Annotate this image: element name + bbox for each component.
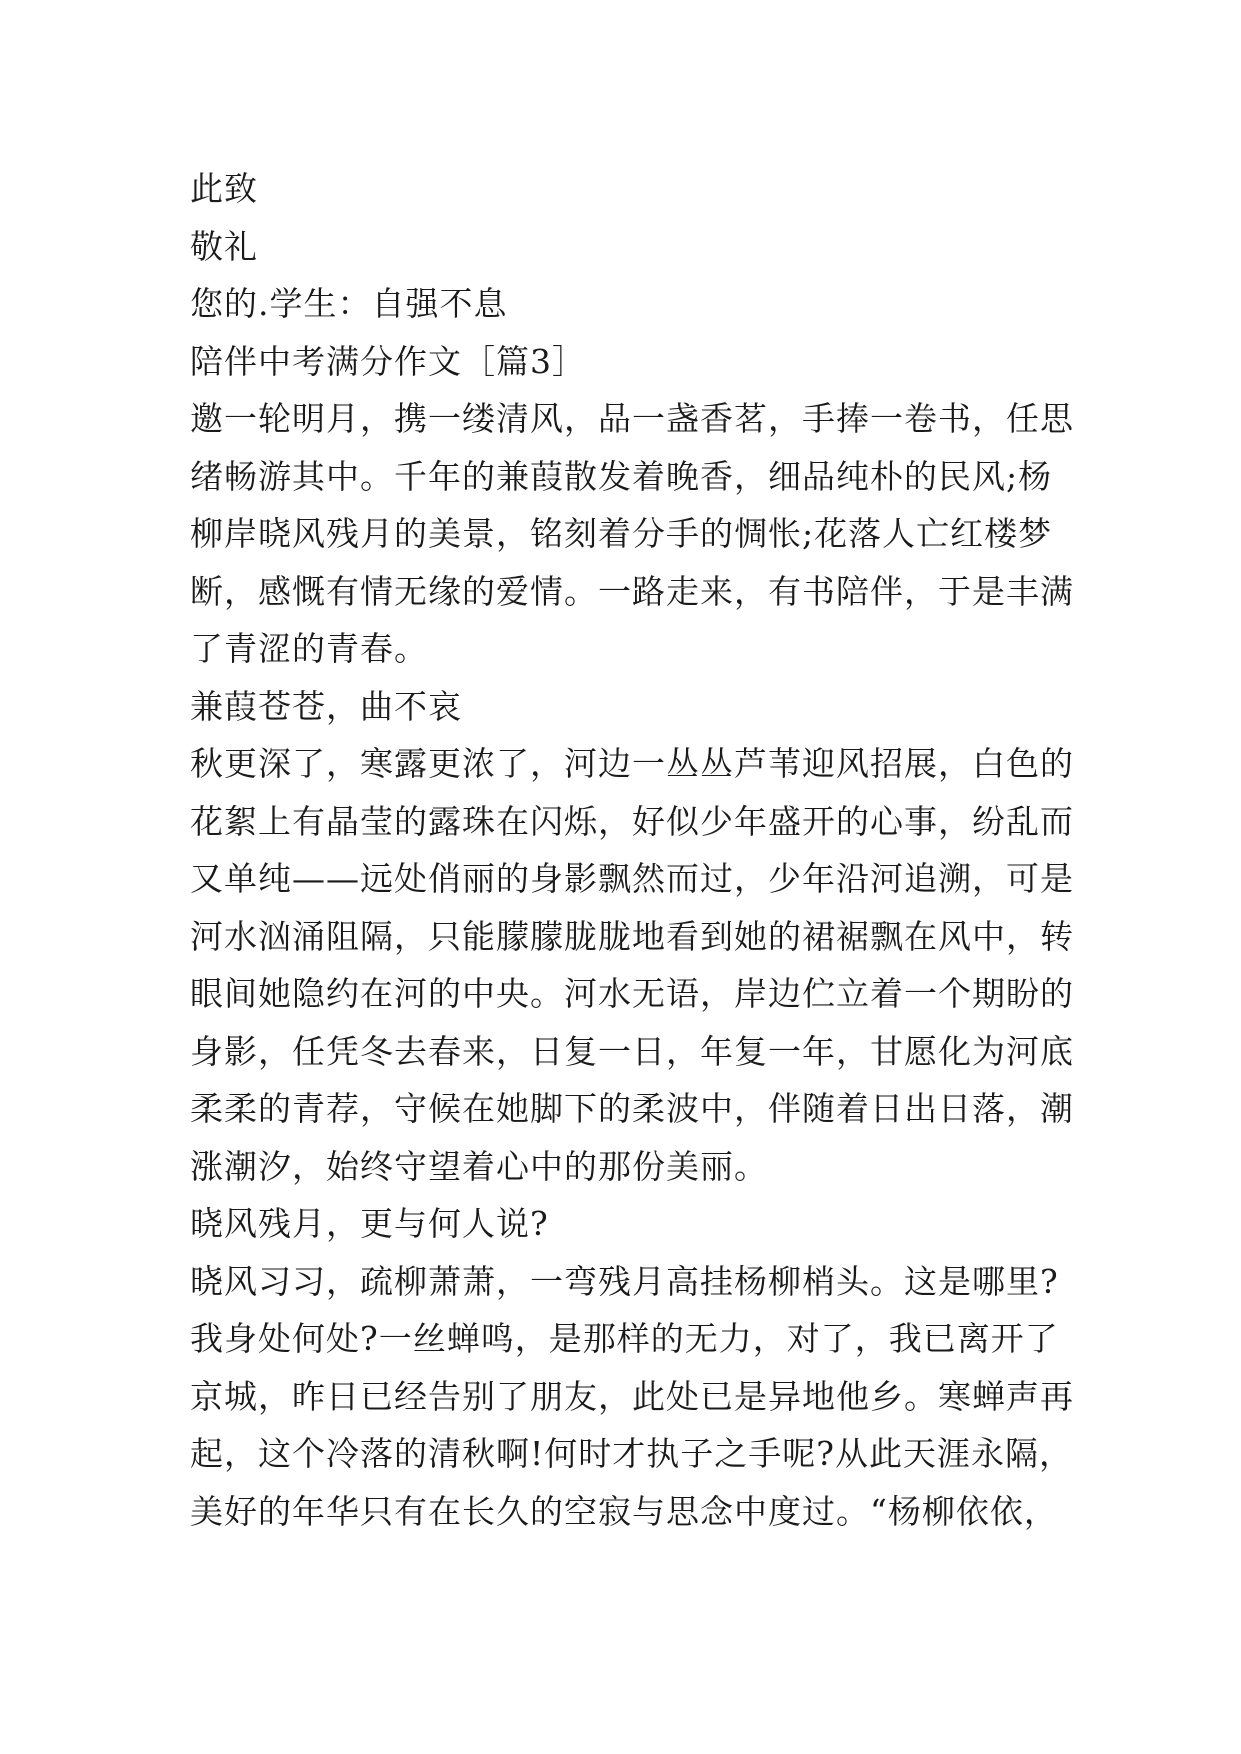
- paragraph-line: 美好的年华只有在长久的空寂与思念中度过。“杨柳依依，: [190, 1491, 1058, 1531]
- paragraph-line: 断，感慨有情无缘的爱情。一路走来，有书陪伴，于是丰满: [190, 571, 1074, 611]
- paragraph-line: 又单纯——远处俏丽的身影飘然而过，少年沿河追溯，可是: [190, 859, 1074, 898]
- paragraph-line: 涨潮汐，始终守望着心中的那份美丽。: [190, 1146, 768, 1186]
- closing-line: 此致: [190, 169, 258, 208]
- paragraph-line: 了青涩的青春。: [190, 629, 428, 668]
- paragraph-line: 河水汹涌阻隔，只能朦朦胧胧地看到她的裙裾飘在风中，转: [190, 916, 1074, 956]
- closing-salute: 敬礼: [190, 226, 258, 266]
- paragraph-line: 邀一轮明月，携一缕清风，品一盏香茗，手捧一卷书，任思: [190, 399, 1074, 438]
- paragraph-line: 京城，昨日已经告别了朋友，此处已是异地他乡。寒蝉声再: [190, 1376, 1074, 1416]
- section-heading: 晓风残月，更与何人说?: [190, 1204, 549, 1243]
- paragraph-line: 柳岸晓风残月的美景，铭刻着分手的惆怅;花落人亡红楼梦: [190, 514, 1053, 553]
- section-heading: 兼葭苍苍，曲不哀: [190, 686, 462, 726]
- paragraph-line: 秋更深了，寒露更浓了，河边一丛丛芦苇迎风招展，白色的: [190, 744, 1074, 783]
- signature-line: 您的.学生：自强不息: [190, 284, 508, 323]
- paragraph-line: 花絮上有晶莹的露珠在闪烁，好似少年盛开的心事，纷乱而: [190, 801, 1074, 841]
- paragraph-line: 晓风习习，疏柳萧萧，一弯残月高挂杨柳梢头。这是哪里?: [190, 1261, 1059, 1301]
- paragraph-line: 身影，任凭冬去春来，日复一日，年复一年，甘愿化为河底: [190, 1031, 1074, 1071]
- paragraph-line: 绪畅游其中。千年的兼葭散发着晚香，细品纯朴的民风;杨: [190, 456, 1053, 496]
- document-body: [190, 160, 1074, 1540]
- paragraph-line: 眼间她隐约在河的中央。河水无语，岸边伫立着一个期盼的: [190, 974, 1074, 1013]
- paragraph-line: 起，这个冷落的清秋啊!何时才执子之手呢?从此天涯永隔，: [190, 1434, 1073, 1473]
- essay-title: 陪伴中考满分作文［篇3］: [190, 341, 586, 381]
- paragraph-line: 柔柔的青荐，守候在她脚下的柔波中，伴随着日出日落，潮: [190, 1089, 1074, 1128]
- paragraph-line: 我身处何处?一丝蝉鸣，是那样的无力，对了，我已离开了: [190, 1319, 1059, 1358]
